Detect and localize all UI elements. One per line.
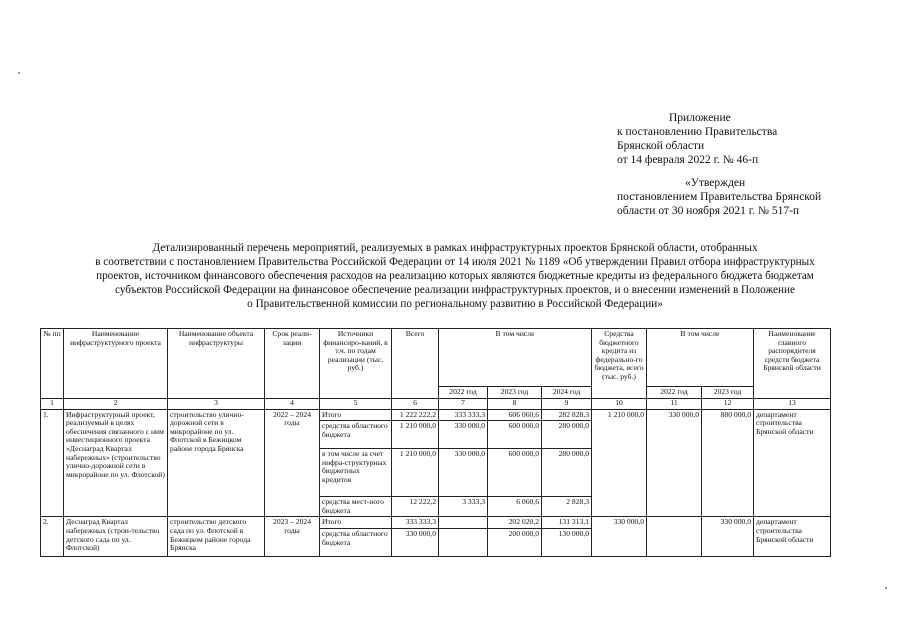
table-row <box>41 517 831 529</box>
header-admin: Наименование главного распорядителя средств бюджета Брянской области <box>754 329 831 399</box>
column-number: 7 <box>439 398 488 409</box>
header-2022: 2022 год <box>439 387 488 399</box>
total-value: 1 210 000,0 <box>392 421 439 449</box>
header-credit-2023: 2023 год <box>702 387 754 399</box>
column-number: 5 <box>320 398 392 409</box>
measures-table <box>40 328 831 557</box>
value-2024: 280 000,0 <box>542 421 592 449</box>
column-number: 13 <box>754 398 831 409</box>
total-value: 1 210 000,0 <box>392 449 439 497</box>
header-row <box>41 329 831 387</box>
total-value: 1 222 222,2 <box>392 409 439 421</box>
document-title <box>60 241 850 311</box>
value-2022 <box>439 528 488 556</box>
source: средства областного бюджета <box>320 421 392 449</box>
appendix-line: Брянской области <box>617 140 705 152</box>
column-number: 4 <box>265 398 320 409</box>
header-2023: 2023 год <box>488 387 542 399</box>
value-2023: 600 000,0 <box>488 421 542 449</box>
value-2022: 333 333,3 <box>439 409 488 421</box>
value-2023: 600 000,0 <box>488 449 542 497</box>
column-number: 1 <box>41 398 64 409</box>
admin-name: департамент строительства Брянской области <box>754 409 831 517</box>
title-line: проектов, источником финансового обеспечения расходов на реализацию которых являются бюджетные кредиты из федерального бюджета бюджетам <box>96 270 814 282</box>
title-line: Детализированный перечень мероприятий, реализуемых в рамках инфраструктурных проектов Брянской области, отобранных <box>152 242 758 254</box>
column-number: 6 <box>392 398 439 409</box>
header-incl-years: В том числе <box>439 329 592 387</box>
column-number: 10 <box>592 398 647 409</box>
value-2023: 606 060,6 <box>488 409 542 421</box>
admin-name: департамент строительства Брянской области <box>754 517 831 557</box>
table-row <box>41 409 831 421</box>
title-line: о Правительственной комиссии по региональному развитию в Российской Федерации» <box>247 298 663 310</box>
appendix-line: от 14 февраля 2022 г. № 46-п <box>617 154 759 166</box>
column-number: 12 <box>702 398 754 409</box>
appendix-block <box>617 111 777 167</box>
value-2022: 330 000,0 <box>439 449 488 497</box>
value-2023: 200 000,0 <box>488 528 542 556</box>
header-project: Наименование инфраструктурного проекта <box>64 329 168 399</box>
column-number: 8 <box>488 398 542 409</box>
value-2024: 282 828,3 <box>542 409 592 421</box>
total-value: 12 222,2 <box>392 497 439 517</box>
value-2024: 2 828,3 <box>542 497 592 517</box>
value-2022: 330 000,0 <box>439 421 488 449</box>
value-2023: 202 020,2 <box>488 517 542 529</box>
credit-total: 330 000,0 <box>592 517 647 557</box>
value-2024: 130 000,0 <box>542 528 592 556</box>
credit-2022: 330 000,0 <box>647 409 702 517</box>
header-num: № пп <box>41 329 64 399</box>
approved-line: постановлением Правительства Брянской <box>617 191 822 203</box>
value-2022 <box>439 517 488 529</box>
object-name: строительство улично-дорожной сети в микрорайоне по ул. Флотской в Бежицком районе города Брянска <box>168 409 265 517</box>
row-number: 2. <box>41 517 64 557</box>
approved-block <box>617 176 821 218</box>
column-numbers-row <box>41 398 831 409</box>
header-credit: Средства бюджетного кредита из федерально-го бюджета, всего (тыс. руб.) <box>592 329 647 399</box>
header-incl-credit: В том числе <box>647 329 754 387</box>
period: 2022 – 2024 годы <box>265 409 320 517</box>
title-line: субъектов Российской Федерации на финансовое обеспечение реализации инфраструктурных проектов, и о внесении изменений в Положение <box>115 284 795 296</box>
period: 2023 – 2024 годы <box>265 517 320 557</box>
row-number: 1. <box>41 409 64 517</box>
object-name: строительство детского сада по ул. Флотской в Бежицком районе города Брянска <box>168 517 265 557</box>
measures-table-wrap <box>40 328 831 557</box>
title-line: в соответствии с постановлением Правительства Российской Федерации от 14 июля 2021 № 1189 «Об утверждении Правил отбора инфраструктурных <box>95 256 815 268</box>
source: Итого <box>320 409 392 421</box>
appendix-line: к постановлению Правительства <box>617 126 778 138</box>
value-2023: 6 060,6 <box>488 497 542 517</box>
approved-line: области от 30 ноября 2021 г. № 517-п <box>617 205 800 217</box>
column-number: 9 <box>542 398 592 409</box>
value-2024: 280 000,0 <box>542 449 592 497</box>
value-2022: 3 333,3 <box>439 497 488 517</box>
header-total: Всего <box>392 329 439 399</box>
source: Итого <box>320 517 392 529</box>
project-name: Деснаград Квартал набережных (строи-тельство детского сада по ул. Флотской) <box>64 517 168 557</box>
appendix-heading: Приложение <box>669 112 731 124</box>
value-2024: 131 313,1 <box>542 517 592 529</box>
source: средства областного бюджета <box>320 528 392 556</box>
approved-heading: «Утвержден <box>685 177 746 189</box>
source: средства мест-ного бюджета <box>320 497 392 517</box>
scan-speck <box>18 72 20 74</box>
column-number: 3 <box>168 398 265 409</box>
project-name: Инфраструктурный проект, реализуемый в целях обеспечения связанного с ним инвестиционного проекта «Деснаград Квартал набережных» (строительство улично-дорожной сети в микрорайоне по ул. Флотской) <box>64 409 168 517</box>
column-number: 2 <box>64 398 168 409</box>
header-sources: Источники финансиро-ваний, в т.ч. по годам реализации (тыс. руб.) <box>320 329 392 399</box>
total-value: 330 000,0 <box>392 528 439 556</box>
column-number: 11 <box>647 398 702 409</box>
scan-speck <box>885 587 887 589</box>
header-period: Срок реали-зации <box>265 329 320 399</box>
source: в том числе за счет инфра-структурных бюджетных кредитов <box>320 449 392 497</box>
total-value: 333 333,3 <box>392 517 439 529</box>
credit-2023: 880 000,0 <box>702 409 754 517</box>
credit-2022 <box>647 517 702 557</box>
header-object: Наименование объекта инфраструктуры <box>168 329 265 399</box>
header-credit-2022: 2022 год <box>647 387 702 399</box>
credit-total: 1 210 000,0 <box>592 409 647 517</box>
header-2024: 2024 год <box>542 387 592 399</box>
credit-2023: 330 000,0 <box>702 517 754 557</box>
